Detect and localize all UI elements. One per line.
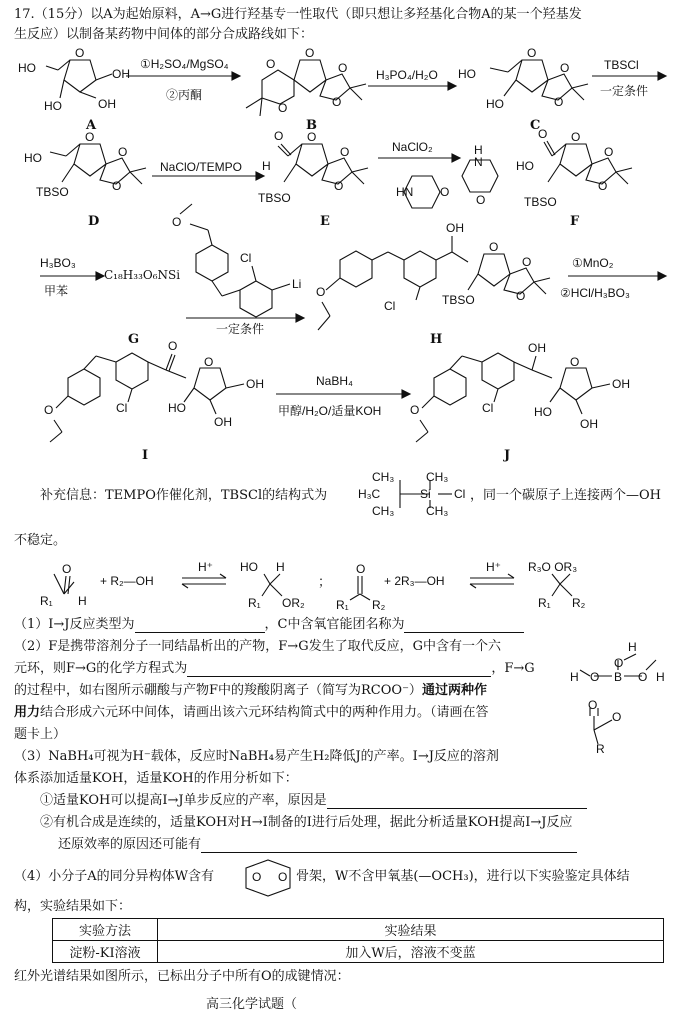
atom-OH: OH	[98, 97, 116, 111]
eq2-o: O	[356, 562, 366, 576]
svg-text:O: O	[527, 46, 537, 60]
svg-text:O: O	[516, 289, 526, 303]
table-cell: 淀粉-KI溶液	[53, 941, 158, 963]
svg-text:OH: OH	[246, 377, 264, 391]
svg-text:O: O	[340, 145, 350, 159]
question-3-line-2: 体系添加适量KOH，适量KOH的作用分析如下：	[14, 771, 298, 786]
svg-text:HN: HN	[396, 185, 414, 199]
answer-blank-3[interactable]	[187, 663, 491, 677]
tbscl-ch3-4: CH₃	[426, 504, 449, 518]
carboxylate-o: O	[588, 698, 598, 712]
eq1-or2: OR₂	[282, 596, 305, 610]
question-2-line-3: 的过程中，如右图所示硼酸与产物F中的羧酸阴离子（简写为RCOO⁻）通过两种作	[14, 683, 487, 698]
svg-text:HO: HO	[516, 159, 534, 173]
supplement-text-3: 不稳定。	[14, 533, 67, 548]
atom-HO: HO	[18, 61, 36, 75]
label-E: E	[320, 214, 330, 229]
reagent-C-to-D-2: 一定条件	[600, 84, 649, 98]
svg-text:O: O	[274, 129, 284, 143]
eq2-r2-prod: R₂	[572, 596, 586, 610]
svg-text:N: N	[474, 155, 483, 169]
label-F: F	[570, 214, 580, 229]
eq2-r1-prod: R₁	[538, 596, 551, 610]
reagent-D-to-E: NaClO/TEMPO	[160, 160, 243, 174]
svg-text:O: O	[570, 355, 580, 369]
boric-h-right: H	[656, 670, 665, 684]
svg-text:O: O	[332, 95, 342, 109]
svg-text:HO: HO	[24, 151, 42, 165]
boric-h-left: H	[570, 670, 579, 684]
svg-text:HO: HO	[534, 405, 552, 419]
svg-text:O: O	[172, 215, 182, 229]
dioxane-o-right: O	[278, 870, 288, 884]
eq2-r3oh: + 2R₃—OH	[384, 574, 445, 588]
svg-text:O: O	[489, 240, 499, 254]
svg-text:O: O	[522, 255, 532, 269]
svg-text:O: O	[440, 185, 450, 199]
tbscl-ch3-3: CH₃	[372, 504, 395, 518]
eq1-h-prod: H	[276, 560, 285, 574]
svg-text:O: O	[604, 145, 614, 159]
question-4-line-3: 红外光谱结果如图所示，已标出分子中所有O的成键情况：	[14, 969, 350, 984]
svg-text:O: O	[538, 127, 548, 141]
tbscl-ch3-1: CH₃	[372, 470, 395, 484]
svg-text:O: O	[204, 355, 214, 369]
carboxylate-r: R	[596, 742, 605, 756]
svg-text:H: H	[262, 159, 271, 173]
svg-text:OH: OH	[214, 415, 232, 429]
results-table	[52, 918, 664, 963]
label-J: J	[504, 448, 511, 463]
label-A: A	[86, 118, 97, 133]
table-header: 实验结果	[158, 919, 664, 941]
svg-text:O: O	[118, 145, 128, 159]
eq-separator: ；	[318, 575, 332, 590]
boric-h-top: H	[628, 640, 637, 654]
question-4-line-1a: （4）小分子A的同分异构体W含有	[14, 869, 215, 884]
svg-text:O: O	[554, 95, 564, 109]
svg-text:H: H	[474, 143, 483, 157]
page-footer: 高三化学试题（	[206, 997, 298, 1012]
svg-text:OH: OH	[580, 417, 598, 431]
svg-text:O: O	[112, 179, 122, 193]
reagent-F-to-G-2: 甲苯	[44, 284, 69, 298]
boric-o-top: O	[614, 656, 624, 670]
eq2-h-plus: H⁺	[486, 560, 501, 574]
answer-blank-4[interactable]	[327, 795, 587, 809]
question-2-line-4: 用力结合形成六元环中间体，请画出该六元环结构简式中的两种作用力。（请画在答	[14, 705, 489, 720]
reagent-C-to-D-1: TBSCl	[604, 58, 639, 72]
reagent-B-to-C: H₃PO₄/H₂O	[376, 68, 438, 82]
svg-text:O: O	[307, 130, 317, 144]
atom-O: O	[75, 46, 85, 60]
svg-text:O: O	[305, 46, 315, 60]
boric-b: B	[614, 670, 623, 684]
svg-text:HO: HO	[486, 97, 504, 111]
eq1-r1-prod: R₁	[248, 596, 261, 610]
question-header-2: 生反应）以制备某药物中间体的部分合成路线如下：	[14, 27, 314, 42]
svg-text:O: O	[476, 193, 486, 207]
table-cell: 加入W后，溶液不变蓝	[158, 941, 664, 963]
svg-text:O: O	[338, 61, 348, 75]
svg-text:O: O	[168, 339, 178, 353]
svg-text:O: O	[560, 61, 570, 75]
label-G: G	[128, 332, 140, 347]
eq1-r1: R₁	[40, 594, 53, 608]
question-3-line-1: （3）NaBH₄可视为H⁻载体，反应时NaBH₄易产生H₂降低J的产率。I→J反应的溶剂	[14, 749, 499, 764]
reagent-G-to-H: 一定条件	[216, 322, 265, 336]
svg-text:O: O	[571, 130, 581, 144]
question-1: （1）I→J反应类型为 ，C中含氧官能团名称为	[14, 616, 524, 633]
svg-text:O: O	[278, 101, 288, 115]
G-formula: C₁₈H₃₃O₆NSi	[104, 268, 181, 282]
svg-text:TBSO: TBSO	[442, 293, 475, 307]
svg-text:TBSO: TBSO	[36, 185, 69, 199]
eq1-h: H	[78, 594, 87, 608]
dioxane-o-left: O	[252, 870, 262, 884]
question-2-line-5: 题卡上）	[14, 727, 67, 742]
svg-text:OH: OH	[528, 341, 546, 355]
question-4-line-2: 构，实验结果如下：	[14, 899, 132, 914]
question-3-line-3: ①适量KOH可以提高I→J单步反应的产率，原因是	[40, 792, 587, 809]
svg-text:Cl: Cl	[116, 401, 128, 415]
reagent-F-to-G-1: H₃BO₃	[40, 256, 76, 270]
reagent-I-to-J-2: 甲醇/H₂O/适量KOH	[278, 404, 382, 418]
eq1-h-plus: H⁺	[198, 560, 213, 574]
tbscl-si: Si	[420, 487, 431, 501]
label-B: B	[306, 118, 317, 133]
svg-text:O: O	[410, 403, 420, 417]
svg-text:O: O	[598, 179, 608, 193]
carboxylate-o-minus: O	[612, 710, 622, 724]
svg-text:OH: OH	[446, 221, 464, 235]
eq1-r2oh: + R₂—OH	[100, 574, 154, 588]
svg-text:O: O	[266, 57, 276, 71]
tbscl-cl: Cl	[454, 487, 466, 501]
question-3-line-5: 还原效率的原因还可能有	[58, 836, 577, 853]
label-H: H	[430, 332, 443, 347]
reagent-E-to-F: NaClO₂	[392, 140, 433, 154]
question-2-line-1: （2）F是携带溶剂分子一同结晶析出的产物，F→G发生了取代反应，G中含有一个六	[14, 639, 501, 654]
reagent-H-to-I-1: ①MnO₂	[572, 256, 614, 270]
answer-blank-1[interactable]	[135, 619, 265, 633]
eq2-r2: R₂	[372, 598, 386, 612]
svg-text:OH: OH	[612, 377, 630, 391]
atom-HO: HO	[44, 99, 62, 113]
svg-text:HO: HO	[458, 67, 476, 81]
tbscl-ch3-2: CH₃	[426, 470, 449, 484]
eq2-or3: R₃O OR₃	[528, 560, 578, 574]
reagent-I-to-J-1: NaBH₄	[316, 374, 353, 388]
reagent-H-to-I-2: ②HCl/H₃BO₃	[560, 286, 630, 300]
table-header: 实验方法	[53, 919, 158, 941]
svg-text:O: O	[44, 403, 54, 417]
svg-text:O: O	[334, 179, 344, 193]
eq2-r1: R₁	[336, 598, 349, 612]
boric-o-left: O	[590, 670, 600, 684]
label-D: D	[88, 214, 100, 229]
svg-text:Cl: Cl	[384, 299, 396, 313]
question-header: 17.（15分）以A为起始原料，A→G进行羟基专一性取代（即只想让多羟基化合物A的某一个羟基发	[14, 7, 582, 22]
svg-text:TBSO: TBSO	[524, 195, 557, 209]
answer-blank-2[interactable]	[404, 619, 524, 633]
reagent-A-to-B-1: ①H₂SO₄/MgSO₄	[140, 57, 229, 71]
boric-o-right: O	[638, 670, 648, 684]
answer-blank-5[interactable]	[201, 839, 577, 853]
tbscl-h3c: H₃C	[358, 487, 381, 501]
svg-text:Cl: Cl	[240, 251, 252, 265]
supplement-text-2: ，同一个碳原子上连接两个—OH	[470, 488, 661, 503]
eq1-ho: HO	[240, 560, 258, 574]
reagent-A-to-B-2: ②丙酮	[166, 88, 203, 102]
eq1-o: O	[62, 562, 72, 576]
svg-text:O: O	[316, 285, 326, 299]
svg-text:Li: Li	[292, 277, 302, 291]
svg-text:HO: HO	[168, 401, 186, 415]
svg-text:TBSO: TBSO	[258, 191, 291, 205]
question-4-line-1b: 骨架，W不含甲氧基(—OCH₃)，进行以下实验鉴定具体结	[296, 869, 630, 884]
question-2-line-2: 元环，则F→G的化学方程式为 ，F→G	[14, 661, 535, 676]
label-I: I	[142, 448, 149, 463]
atom-OH: OH	[112, 67, 130, 81]
label-C: C	[530, 118, 541, 133]
question-3-line-4: ②有机合成是连续的，适量KOH对H→I制备的I进行后处理，据此分析适量KOH提高I→J反应	[40, 815, 573, 830]
svg-text:Cl: Cl	[482, 401, 494, 415]
supplement-text-1: 补充信息：TEMPO作催化剂，TBSCl的结构式为	[40, 488, 328, 503]
svg-text:O: O	[85, 130, 95, 144]
